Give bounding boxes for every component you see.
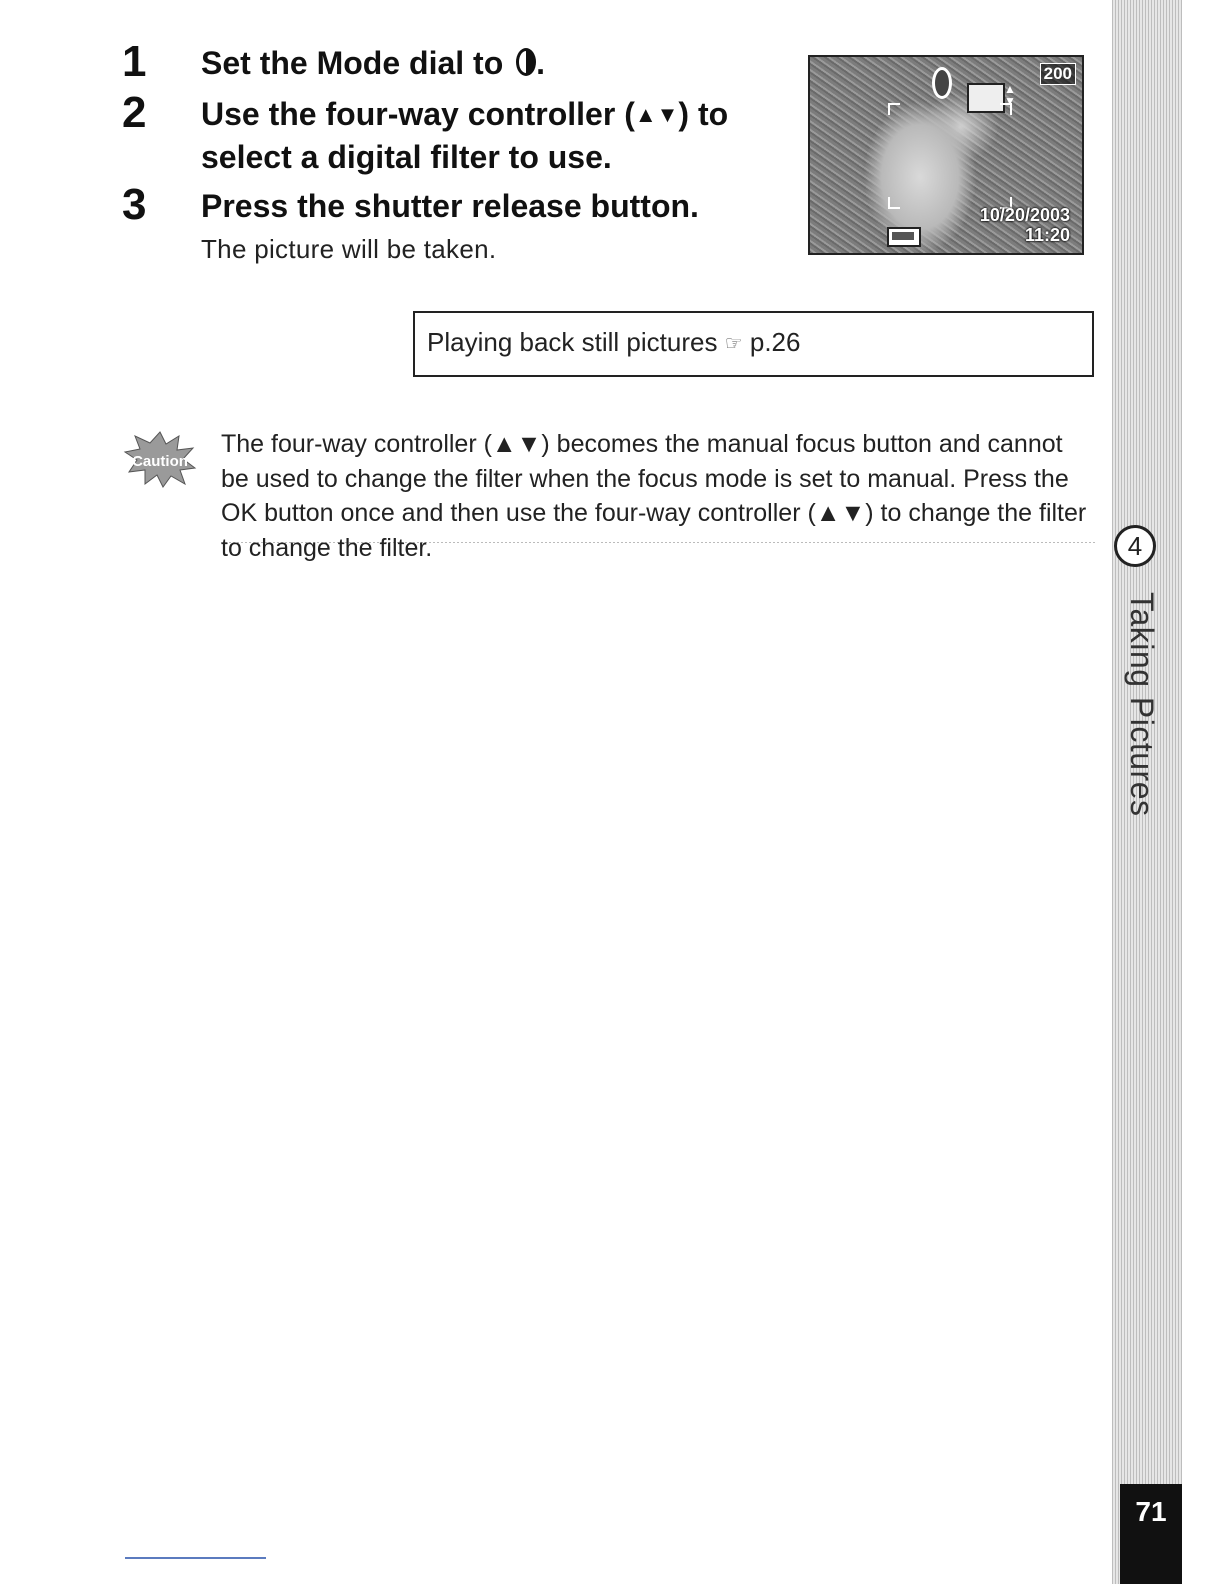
- time-text: 11:20: [1024, 225, 1070, 245]
- step-1-number: 1: [122, 37, 147, 86]
- step-1-period: .: [536, 45, 546, 81]
- step-2-label-c: select a digital filter to use.: [201, 139, 612, 175]
- date-text: 10/20/2003: [979, 205, 1070, 225]
- reference-box: [413, 311, 1094, 377]
- af-frame-icon: [888, 103, 900, 115]
- up-down-arrows-icon: ▲▼: [634, 102, 679, 127]
- step-2-number: 2: [122, 88, 147, 137]
- footer-rule: [125, 1557, 266, 1559]
- digital-filter-mode-icon: [516, 48, 536, 76]
- af-frame-icon: [888, 197, 900, 209]
- camera-lcd-screenshot: [808, 55, 1084, 255]
- step-1-text: [201, 42, 791, 84]
- caution-icon: [123, 430, 197, 488]
- shots-remaining: 200: [1040, 63, 1076, 85]
- af-frame-icon: [1000, 103, 1012, 115]
- step-1-label: Set the Mode dial to: [201, 45, 504, 81]
- battery-icon: [887, 227, 921, 247]
- reference-text: Playing back still pictures: [427, 327, 718, 357]
- step-2-label-b: ) to: [678, 96, 729, 132]
- reference-page-link[interactable]: p.26: [749, 327, 801, 357]
- page-reference-icon: ☞: [724, 333, 743, 355]
- date-time-display: [980, 205, 1070, 245]
- step-3-number: 3: [122, 180, 147, 229]
- step-2-text: [201, 93, 791, 178]
- caution-text: The four-way controller (▲▼) becomes the manual focus button and cannot be used to change the filter when the focus mode is set to manual. Press the OK button once and then use the four-way controller (▲▼) to change the filter to change the filter.: [221, 427, 1096, 565]
- step-2-label-a: Use the four-way controller (: [201, 96, 635, 132]
- chapter-title: Taking Pictures: [1124, 592, 1160, 817]
- mode-icon: [932, 67, 952, 99]
- page-number: 71: [1120, 1484, 1182, 1584]
- caution-label: Caution: [132, 453, 188, 470]
- chapter-number: 4: [1114, 525, 1156, 567]
- up-down-arrows-icon: ▲ ▼: [1004, 82, 1016, 108]
- step-3-note: The picture will be taken.: [201, 234, 497, 264]
- step-3-text: Press the shutter release button.: [201, 188, 699, 224]
